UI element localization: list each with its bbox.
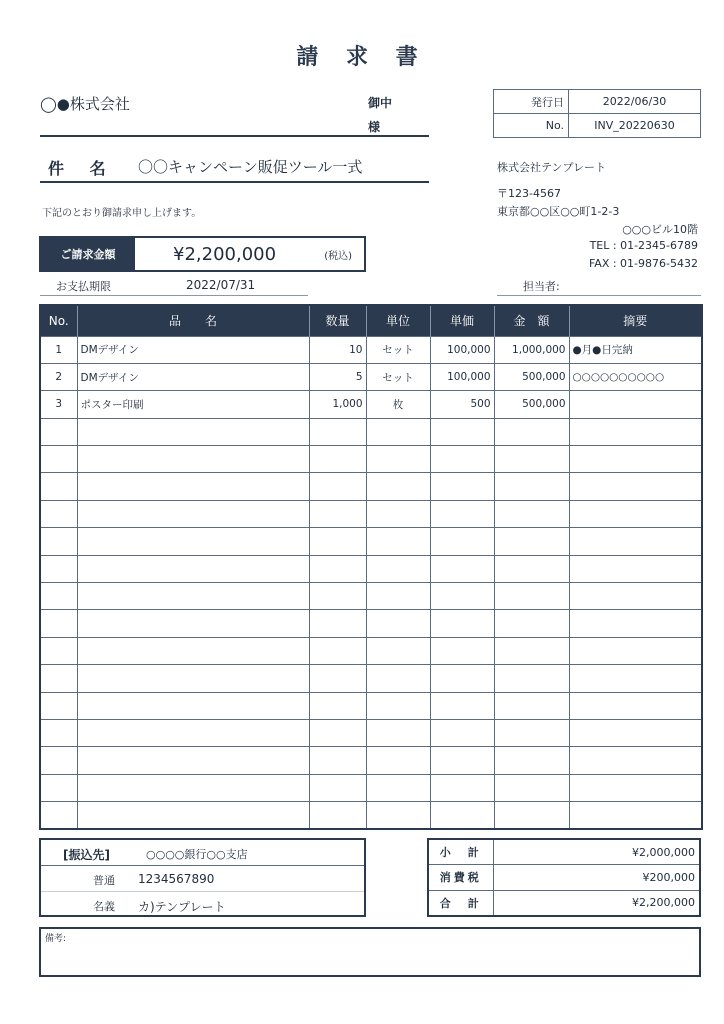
empty-cell bbox=[366, 555, 430, 582]
tax-included-note: (税込) bbox=[324, 250, 352, 262]
empty-cell bbox=[40, 719, 77, 746]
empty-cell bbox=[430, 802, 494, 829]
empty-cell bbox=[309, 692, 366, 719]
line-items-table bbox=[39, 304, 703, 830]
empty-cell bbox=[494, 692, 569, 719]
empty-cell bbox=[569, 583, 702, 610]
empty-cell bbox=[494, 528, 569, 555]
empty-cell bbox=[366, 583, 430, 610]
empty-cell bbox=[309, 583, 366, 610]
issuer-address-line1: 東京都○○区○○町1-2-3 bbox=[497, 205, 620, 218]
invoice-meta-table bbox=[493, 89, 701, 138]
table-row-empty bbox=[40, 500, 702, 527]
issue-date-row bbox=[494, 90, 701, 114]
empty-cell bbox=[366, 500, 430, 527]
header-no: No. bbox=[40, 305, 77, 336]
table-row-empty bbox=[40, 637, 702, 664]
empty-cell bbox=[77, 774, 309, 801]
empty-cell bbox=[309, 802, 366, 829]
empty-cell bbox=[309, 473, 366, 500]
empty-cell bbox=[494, 473, 569, 500]
empty-cell bbox=[569, 473, 702, 500]
empty-cell bbox=[40, 500, 77, 527]
staff-label: 担当者: bbox=[523, 280, 560, 293]
account-holder: カ)テンプレート bbox=[138, 900, 226, 914]
empty-cell bbox=[366, 446, 430, 473]
table-row-empty bbox=[40, 719, 702, 746]
issue-date-value: 2022/06/30 bbox=[569, 90, 701, 114]
row-remarks: ●月●日完納 bbox=[569, 336, 702, 363]
empty-cell bbox=[569, 500, 702, 527]
empty-cell bbox=[366, 665, 430, 692]
subject-underline bbox=[40, 181, 429, 183]
due-date-value: 2022/07/31 bbox=[186, 278, 256, 292]
row-item-name: DMデザイン bbox=[77, 363, 309, 390]
subtotal-row bbox=[428, 839, 700, 865]
due-date-underline bbox=[40, 295, 308, 296]
bank-label: [振込先] bbox=[63, 848, 110, 862]
issuer-tel: TEL : 01-2345-6789 bbox=[589, 239, 698, 252]
empty-cell bbox=[40, 473, 77, 500]
empty-cell bbox=[77, 446, 309, 473]
row-quantity: 1,000 bbox=[309, 391, 366, 418]
empty-cell bbox=[40, 747, 77, 774]
row-unit: セット bbox=[366, 363, 430, 390]
empty-cell bbox=[77, 719, 309, 746]
empty-cell bbox=[569, 610, 702, 637]
client-name: ◯●株式会社 bbox=[40, 95, 130, 113]
empty-cell bbox=[494, 719, 569, 746]
issuer-fax: FAX : 01-9876-5432 bbox=[588, 257, 698, 270]
empty-cell bbox=[309, 774, 366, 801]
empty-cell bbox=[309, 665, 366, 692]
empty-cell bbox=[309, 719, 366, 746]
table-row-empty bbox=[40, 528, 702, 555]
header-item-name: 品 名 bbox=[77, 305, 309, 336]
empty-cell bbox=[77, 583, 309, 610]
empty-cell bbox=[569, 446, 702, 473]
account-type-label: 普通 bbox=[93, 874, 115, 887]
issuer-address-line2: ○○○ビル10階 bbox=[622, 223, 698, 236]
empty-cell bbox=[569, 802, 702, 829]
empty-cell bbox=[430, 719, 494, 746]
row-no: 1 bbox=[40, 336, 77, 363]
empty-cell bbox=[40, 774, 77, 801]
issue-date-label: 発行日 bbox=[494, 90, 569, 114]
table-row-empty bbox=[40, 610, 702, 637]
row-quantity: 5 bbox=[309, 363, 366, 390]
bank-header bbox=[41, 840, 364, 866]
table-row-empty bbox=[40, 555, 702, 582]
empty-cell bbox=[40, 528, 77, 555]
remarks-box bbox=[39, 927, 701, 977]
empty-cell bbox=[77, 528, 309, 555]
subject-value: 〇〇キャンペーン販促ツール一式 bbox=[138, 158, 363, 176]
issuer-zip: 〒123-4567 bbox=[497, 187, 561, 200]
empty-cell bbox=[430, 610, 494, 637]
total-amount-value: ¥2,200,000 bbox=[173, 243, 277, 265]
grand-total-label: 合 計 bbox=[428, 890, 493, 916]
empty-cell bbox=[430, 446, 494, 473]
bank-info-box bbox=[39, 838, 366, 917]
empty-cell bbox=[366, 747, 430, 774]
bank-holder-row bbox=[41, 891, 364, 917]
subject-label: 件 名 bbox=[48, 159, 116, 178]
empty-cell bbox=[40, 665, 77, 692]
header-remarks: 摘要 bbox=[569, 305, 702, 336]
empty-cell bbox=[569, 418, 702, 445]
empty-cell bbox=[569, 774, 702, 801]
client-honorific-sama: 様 bbox=[368, 120, 381, 134]
header-unit: 単位 bbox=[366, 305, 430, 336]
empty-cell bbox=[40, 583, 77, 610]
header-amount: 金 額 bbox=[494, 305, 569, 336]
empty-cell bbox=[40, 418, 77, 445]
empty-cell bbox=[569, 555, 702, 582]
empty-cell bbox=[430, 774, 494, 801]
grand-total-row bbox=[428, 890, 700, 916]
empty-cell bbox=[77, 802, 309, 829]
total-amount-label: ご請求金額 bbox=[41, 238, 135, 270]
row-unit: 枚 bbox=[366, 391, 430, 418]
empty-cell bbox=[494, 610, 569, 637]
empty-cell bbox=[366, 610, 430, 637]
empty-cell bbox=[77, 555, 309, 582]
empty-cell bbox=[494, 418, 569, 445]
empty-cell bbox=[366, 692, 430, 719]
bank-account-row bbox=[41, 866, 364, 892]
row-unit: セット bbox=[366, 336, 430, 363]
client-honorific-onchu: 御中 bbox=[368, 96, 393, 110]
empty-cell bbox=[366, 637, 430, 664]
empty-cell bbox=[366, 802, 430, 829]
empty-cell bbox=[430, 555, 494, 582]
row-item-name: ポスター印刷 bbox=[77, 391, 309, 418]
subtotal-label: 小 計 bbox=[428, 839, 493, 865]
row-no: 3 bbox=[40, 391, 77, 418]
table-row-empty bbox=[40, 692, 702, 719]
empty-cell bbox=[494, 555, 569, 582]
row-unit-price: 100,000 bbox=[430, 363, 494, 390]
empty-cell bbox=[430, 583, 494, 610]
empty-cell bbox=[430, 500, 494, 527]
empty-cell bbox=[366, 418, 430, 445]
row-item-name: DMデザイン bbox=[77, 336, 309, 363]
empty-cell bbox=[430, 637, 494, 664]
bank-name: ○○○○銀行○○支店 bbox=[146, 848, 248, 861]
document-title: 請 求 書 bbox=[296, 45, 428, 70]
empty-cell bbox=[366, 774, 430, 801]
empty-cell bbox=[430, 692, 494, 719]
account-holder-label: 名義 bbox=[93, 900, 115, 913]
empty-cell bbox=[77, 747, 309, 774]
invoice-number-label: No. bbox=[494, 114, 569, 138]
table-row bbox=[40, 391, 702, 418]
empty-cell bbox=[40, 637, 77, 664]
staff-underline bbox=[497, 295, 701, 296]
empty-cell bbox=[366, 719, 430, 746]
empty-cell bbox=[309, 610, 366, 637]
empty-cell bbox=[366, 528, 430, 555]
table-row bbox=[40, 336, 702, 363]
row-remarks: ○○○○○○○○○○ bbox=[569, 363, 702, 390]
empty-cell bbox=[430, 528, 494, 555]
row-amount: 1,000,000 bbox=[494, 336, 569, 363]
empty-cell bbox=[77, 610, 309, 637]
empty-cell bbox=[309, 418, 366, 445]
empty-cell bbox=[430, 747, 494, 774]
row-unit-price: 100,000 bbox=[430, 336, 494, 363]
empty-cell bbox=[77, 418, 309, 445]
empty-cell bbox=[494, 802, 569, 829]
table-row-empty bbox=[40, 747, 702, 774]
empty-cell bbox=[40, 802, 77, 829]
row-amount: 500,000 bbox=[494, 391, 569, 418]
tax-label: 消費税 bbox=[428, 865, 493, 891]
empty-cell bbox=[430, 665, 494, 692]
header-quantity: 数量 bbox=[309, 305, 366, 336]
empty-cell bbox=[309, 637, 366, 664]
table-row-empty bbox=[40, 473, 702, 500]
empty-cell bbox=[309, 747, 366, 774]
empty-cell bbox=[40, 692, 77, 719]
table-row-empty bbox=[40, 446, 702, 473]
table-row bbox=[40, 363, 702, 390]
total-amount-box bbox=[39, 236, 366, 272]
empty-cell bbox=[430, 418, 494, 445]
empty-cell bbox=[494, 637, 569, 664]
empty-cell bbox=[569, 719, 702, 746]
empty-cell bbox=[77, 692, 309, 719]
invoice-number-row bbox=[494, 114, 701, 138]
row-quantity: 10 bbox=[309, 336, 366, 363]
empty-cell bbox=[366, 473, 430, 500]
empty-cell bbox=[569, 665, 702, 692]
empty-cell bbox=[77, 473, 309, 500]
table-row-empty bbox=[40, 774, 702, 801]
empty-cell bbox=[77, 637, 309, 664]
empty-cell bbox=[309, 500, 366, 527]
row-no: 2 bbox=[40, 363, 77, 390]
empty-cell bbox=[40, 610, 77, 637]
grand-total-value: ¥2,200,000 bbox=[493, 890, 700, 916]
empty-cell bbox=[494, 774, 569, 801]
empty-cell bbox=[569, 692, 702, 719]
table-header-row bbox=[40, 305, 702, 336]
empty-cell bbox=[494, 500, 569, 527]
empty-cell bbox=[494, 665, 569, 692]
invoice-number-value: INV_20220630 bbox=[569, 114, 701, 138]
due-date-label: お支払期限 bbox=[56, 280, 111, 293]
client-underline bbox=[40, 135, 429, 137]
tax-row bbox=[428, 865, 700, 891]
empty-cell bbox=[77, 665, 309, 692]
summary-table bbox=[427, 838, 701, 917]
empty-cell bbox=[494, 583, 569, 610]
row-remarks bbox=[569, 391, 702, 418]
tax-value: ¥200,000 bbox=[493, 865, 700, 891]
row-unit-price: 500 bbox=[430, 391, 494, 418]
issuer-company: 株式会社テンプレート bbox=[497, 161, 607, 174]
header-unit-price: 単価 bbox=[430, 305, 494, 336]
account-number: 1234567890 bbox=[138, 872, 215, 886]
empty-cell bbox=[569, 747, 702, 774]
row-amount: 500,000 bbox=[494, 363, 569, 390]
empty-cell bbox=[569, 528, 702, 555]
table-row-empty bbox=[40, 583, 702, 610]
table-row-empty bbox=[40, 418, 702, 445]
empty-cell bbox=[494, 446, 569, 473]
table-row-empty bbox=[40, 665, 702, 692]
intro-text: 下記のとおり御請求申し上げます。 bbox=[42, 208, 202, 219]
empty-cell bbox=[569, 637, 702, 664]
empty-cell bbox=[40, 446, 77, 473]
empty-cell bbox=[40, 555, 77, 582]
subtotal-value: ¥2,000,000 bbox=[493, 839, 700, 865]
empty-cell bbox=[309, 446, 366, 473]
empty-cell bbox=[309, 555, 366, 582]
empty-cell bbox=[309, 528, 366, 555]
empty-cell bbox=[77, 500, 309, 527]
empty-cell bbox=[494, 747, 569, 774]
empty-cell bbox=[430, 473, 494, 500]
remarks-label: 備考: bbox=[45, 934, 67, 944]
table-row-empty bbox=[40, 802, 702, 829]
